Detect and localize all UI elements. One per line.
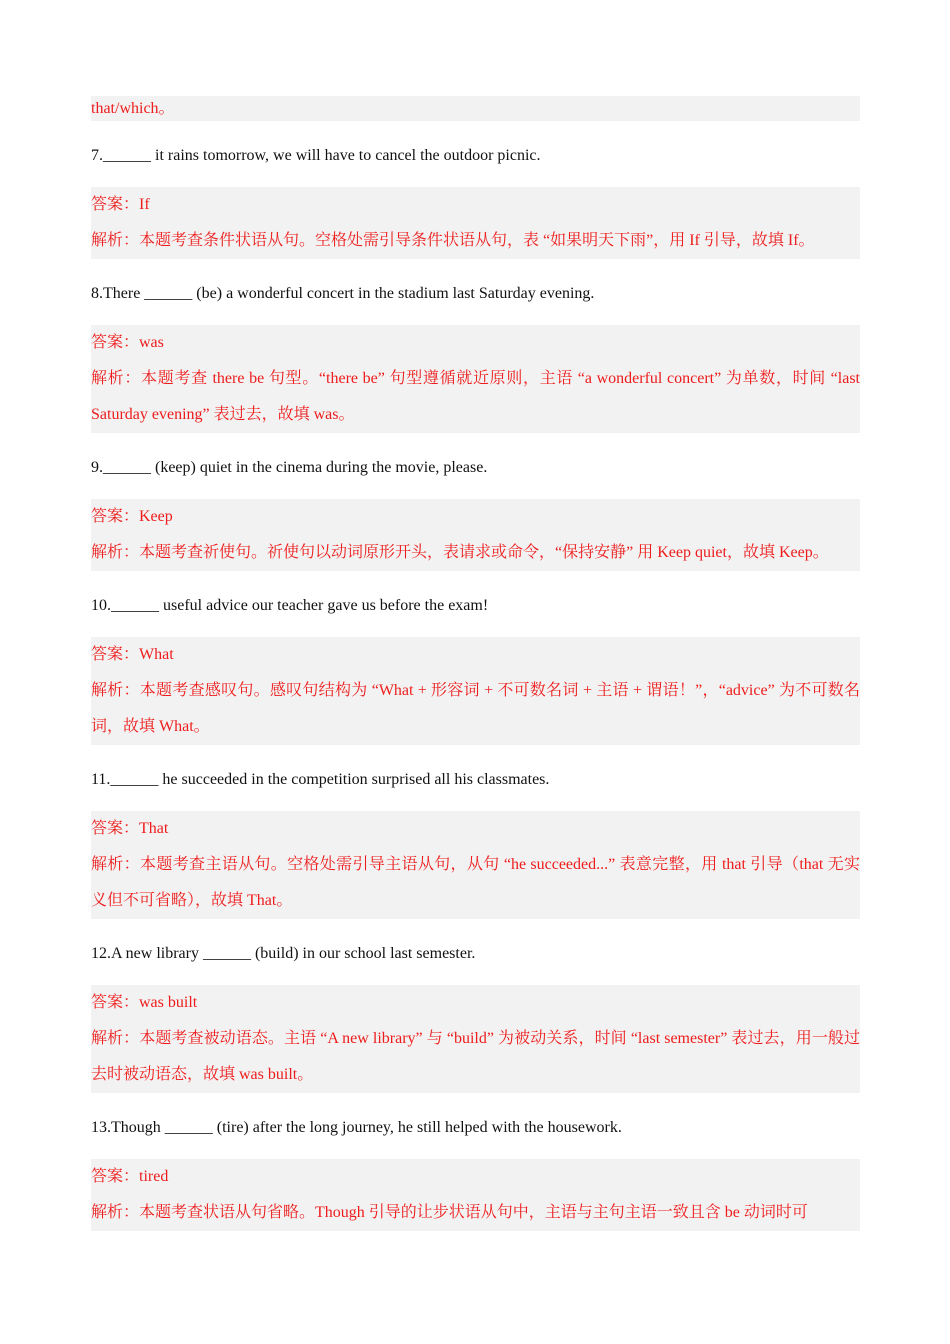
answer-box-9 — [91, 499, 860, 571]
document-page — [91, 96, 860, 1231]
question-10: 10.______ useful advice our teacher gave us before the exam! — [91, 597, 489, 614]
answer-9: 答案：Keep — [91, 508, 173, 525]
analysis-7: 解析：本题考查条件状语从句。空格处需引导条件状语从句，表 “如果明天下雨”，用 If 引导，故填 If。 — [91, 232, 815, 249]
answer-11: 答案：That — [91, 820, 169, 837]
continuation-text: that/which。 — [91, 100, 175, 117]
answer-box-8 — [91, 325, 860, 433]
answer-box-11 — [91, 811, 860, 919]
question-12: 12.A new library ______ (build) in our school last semester. — [91, 945, 476, 962]
analysis-11: 解析：本题考查主语从句。空格处需引导主语从句，从句 “he succeeded...” 表意完整，用 that 引导（that 无实义但不可省略），故填 That。 — [91, 856, 860, 909]
answer-box-12 — [91, 985, 860, 1093]
question-9: 9.______ (keep) quiet in the cinema during the movie, please. — [91, 459, 488, 476]
analysis-10: 解析：本题考查感叹句。感叹句结构为 “What + 形容词 + 不可数名词 + 主语 + 谓语！”，“advice” 为不可数名词，故填 What。 — [91, 682, 860, 735]
answer-13: 答案：tired — [91, 1168, 169, 1185]
answer-12: 答案：was built — [91, 994, 198, 1011]
answer-10: 答案：What — [91, 646, 174, 663]
answer-8: 答案：was — [91, 334, 164, 351]
answer-box-10 — [91, 637, 860, 745]
analysis-8: 解析：本题考查 there be 句型。“there be” 句型遵循就近原则，主语 “a wonderful concert” 为单数，时间 “last Saturday evening” 表过去，故填 was。 — [91, 370, 860, 423]
answer-box-7 — [91, 187, 860, 259]
answer-7: 答案：If — [91, 196, 150, 213]
question-13: 13.Though ______ (tire) after the long journey, he still helped with the housework. — [91, 1119, 622, 1136]
analysis-9: 解析：本题考查祈使句。祈使句以动词原形开头，表请求或命令，“保持安静” 用 Keep quiet，故填 Keep。 — [91, 544, 829, 561]
analysis-13: 解析：本题考查状语从句省略。Though 引导的让步状语从句中，主语与主句主语一致且含 be 动词时可 — [91, 1204, 808, 1221]
question-7: 7.______ it rains tomorrow, we will have to cancel the outdoor picnic. — [91, 147, 541, 164]
answer-continuation-box — [91, 96, 860, 121]
question-11: 11.______ he succeeded in the competition surprised all his classmates. — [91, 771, 550, 788]
analysis-12: 解析：本题考查被动语态。主语 “A new library” 与 “build” 为被动关系，时间 “last semester” 表过去，用一般过去时被动语态，故填 was built。 — [91, 1030, 860, 1083]
question-8: 8.There ______ (be) a wonderful concert in the stadium last Saturday evening. — [91, 285, 595, 302]
answer-box-13 — [91, 1159, 860, 1231]
